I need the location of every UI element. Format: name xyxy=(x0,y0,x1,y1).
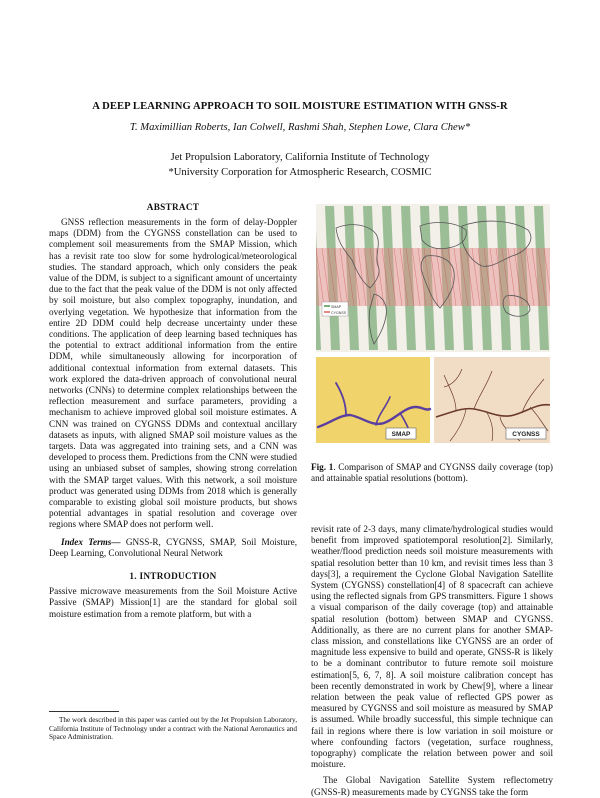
resolution-panels xyxy=(316,357,550,443)
affiliation-jpl: Jet Propulsion Laboratory, California Institute of Technology xyxy=(170,152,430,163)
intro-continued: revisit rate of 2-3 days, many climate/hydrological studies would benefit from improved spatiotemporal resolution[2]. Similarly, weather/flood prediction needs soil moisture measurements with spatial resolution better than 10 km, and revisit times less than 3 days[3], a requirement the Cyclone Global Navigation Satellite System (CYGNSS) constellation[4] of 8 spacecraft can achieve using the reflected signals from GPS transmitters. Figure 1 shows a visual comparison of the daily coverage (top) and attainable spatial resolution (bottom) between SMAP and CYGNSS. Additionally, as there are no current plans for another SMAP-class mission, and constellations like CYGNSS are an order of magnitude less expensive to build and operate, GNSS-R is likely to be a dominant contributor to future remote soil moisture estimation[5, 6, 7, 8]. A soil moisture calibration concept has been recently demonstrated in work by Chew[9], where a linear relation between the peak value of reflected GPS power as measured by CYGNSS and soil moisture as measured by SMAP is assumed. While broadly successful, this simple technique can fail in regions where there is low variation in soil moisture or where confounding factors (vegetation, surface roughness, topography) complicate the relation between power and soil moisture. xyxy=(311,524,553,770)
gnss-r-paragraph: The Global Navigation Satellite System reflectometry (GNSS-R) measurements made by CYGNSS take the form xyxy=(311,775,553,797)
abstract-heading: ABSTRACT xyxy=(146,202,200,212)
intro-heading: 1. INTRODUCTION xyxy=(129,571,217,582)
figure-bottom-panels xyxy=(316,357,550,443)
legend-label-cygnss: CYGNSS xyxy=(331,311,347,315)
author-list: T. Maximillian Roberts, Ian Colwell, Rashmi Shah, Stephen Lowe, Clara Chew* xyxy=(129,122,471,133)
index-terms-text: GNSS-R, CYGNSS, SMAP, Soil Moisture, Deep Learning, Convolutional Neural Network xyxy=(49,536,298,558)
footnote-block xyxy=(49,711,297,742)
left-column xyxy=(49,202,297,620)
paper-title: A DEEP LEARNING APPROACH TO SOIL MOISTURE ESTIMATION WITH GNSS-R xyxy=(92,101,508,112)
intro-text: Passive microwave measurements from the Soil Moisture Active Passive (SMAP) Mission[1] are the standard for global soil moisture estimation from a remote platform, but with a xyxy=(49,586,297,619)
cygnss-panel-label: CYGNSS xyxy=(512,431,540,438)
coverage-map xyxy=(316,204,550,352)
index-terms xyxy=(49,537,297,559)
affiliation-ucar: *University Corporation for Atmospheric Research, COSMIC xyxy=(168,167,432,178)
footnote-rule xyxy=(49,711,119,712)
map-legend xyxy=(322,302,348,316)
figure-top-map xyxy=(316,204,550,352)
caption-text: . Comparison of SMAP and CYGNSS daily coverage (top) and attainable spatial resolutions (bottom). xyxy=(311,462,553,484)
legend-label-smap: SMAP xyxy=(331,305,342,309)
right-column-text xyxy=(311,524,553,798)
caption-label: Fig. 1 xyxy=(311,462,334,472)
affiliations xyxy=(40,150,560,180)
index-terms-label: Index Terms— xyxy=(61,536,121,547)
abstract-text: GNSS reflection measurements in the form of delay-Doppler maps (DDM) from the CYGNSS constellation can be used to complement soil measurements from the SMAP Mission, which has a revisit rate too slow for some hydrological/meteorological studies. The standard approach, which only considers the peak value of the DDM, is subject to a significant amount of uncertainty due to the fact that the peak value of the DDM is not only affected by soil moisture, but also complex topography, inundation, and overlying vegetation. We hypothesize that information from the entire 2D DDM could help decrease uncertainty under these conditions. The application of deep learning based techniques has the potential to extract additional information from the entire DDM, while simultaneously allowing for incorporation of additional contextual information from external datasets. This work explored the data-driven approach of convolutional neural networks (CNNs) to determine complex relationships between the reflection measurement and surface parameters, providing a mechanism to achieve improved global soil moisture estimates. A CNN was trained on CYGNSS DDMs and contextual ancillary datasets as inputs, with aligned SMAP soil moisture values as the targets. Data was aggregated into training sets, and a CNN was developed to process them. Predictions from the CNN were studied using an unbiased subset of samples, showing strong correlation with the SMAP target values. With this network, a soil moisture product was generated using DDMs from 2018 which is generally comparable to existing global soil moisture products, but shows potential advantages in spatial resolution and coverage over regions where SMAP does not perform well. xyxy=(49,217,298,530)
smap-panel-label: SMAP xyxy=(391,431,411,438)
footnote-text: The work described in this paper was carried out by the Jet Propulsion Laboratory, California Institute of Technology under a contract with the National Aeronautics and Space Administration. xyxy=(49,716,297,742)
figure-caption xyxy=(311,462,553,484)
